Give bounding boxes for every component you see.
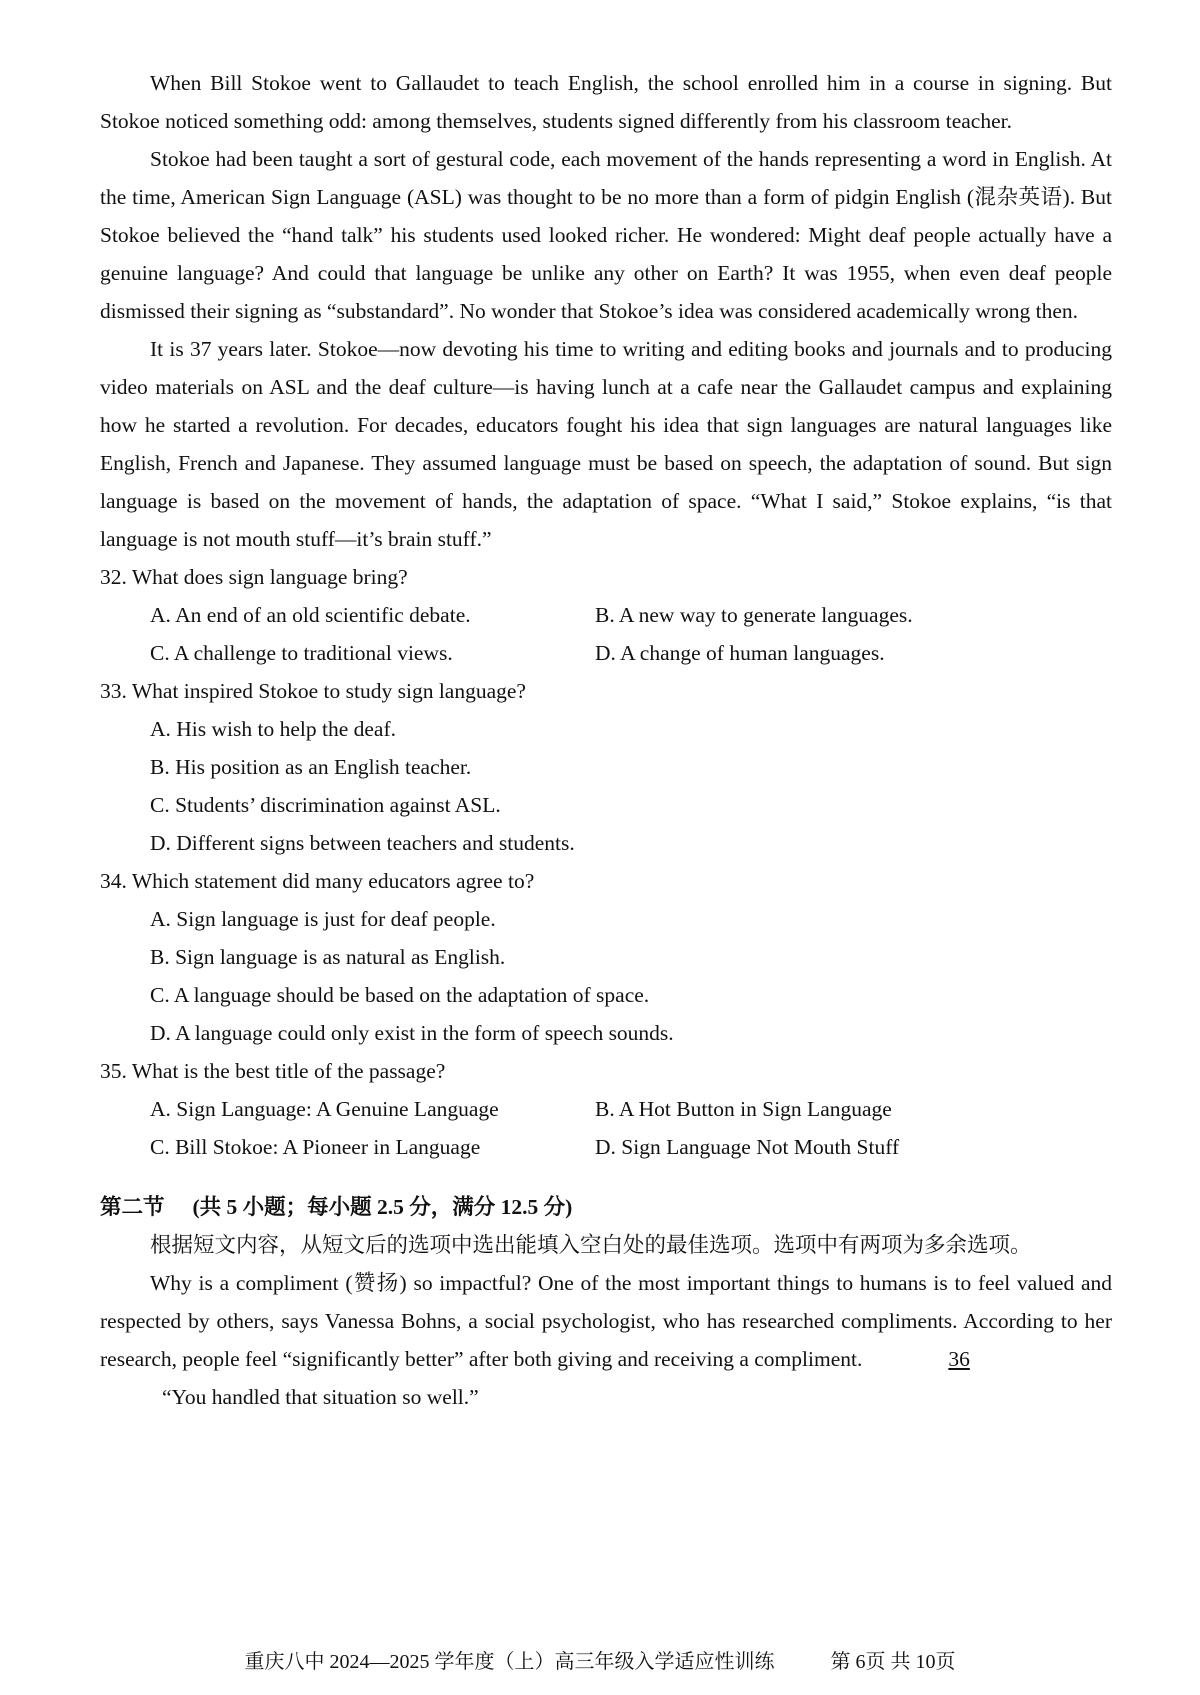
option-d: D. A language could only exist in the form of speech sounds. <box>150 1021 674 1045</box>
option-a: A. Sign language is just for deaf people. <box>150 907 496 931</box>
option-c: C. Bill Stokoe: A Pioneer in Language <box>150 1135 481 1159</box>
passage-paragraph-3: It is 37 years later. Stokoe—now devoting his time to writing and editing books and journals and to producing video materials on ASL and the deaf culture—is having lunch at a cafe near the Gallaudet campus and explaining how he started a revolution. For decades, educators fought his idea that sign languages are natural languages like English, French and Japanese. They assumed language must be based on speech, the adaptation of sound. But sign language is based on the movement of hands, the adaptation of space. “What I said,” Stokoe explains, “is that language is not mouth stuff—it’s brain stuff.” <box>100 337 1112 551</box>
option-a: A. His wish to help the deaf. <box>150 717 397 741</box>
question-34 <box>100 862 1112 1052</box>
option-c: C. A challenge to traditional views. <box>150 641 453 665</box>
option-row <box>100 1128 1112 1166</box>
question-32 <box>100 558 1112 672</box>
option-a: A. An end of an old scientific debate. <box>150 603 471 627</box>
blank-number: 36 <box>948 1347 970 1371</box>
passage2-text: Why is a compliment (赞扬) so impactful? One of the most important things to humans is to feel valued and respected by others, says Vanessa Bohns, a social psychologist, who has researched compliments. According to her research, people feel “significantly better” after both giving and receiving a compliment. <box>100 1271 1112 1371</box>
question-33 <box>100 672 1112 862</box>
answer-blank-36 <box>876 1340 992 1378</box>
page-footer <box>0 1648 1200 1676</box>
option-c: C. Students’ discrimination against ASL. <box>150 793 501 817</box>
exam-page <box>100 64 1112 1416</box>
question-stem: 32. What does sign language bring? <box>100 565 408 589</box>
option-b: B. A new way to generate languages. <box>595 603 913 627</box>
section-scoring-note: (共 5 小题；每小题 2.5 分，满分 12.5 分) <box>192 1195 573 1219</box>
question-stem: 33. What inspired Stokoe to study sign language? <box>100 679 526 703</box>
option-b: B. His position as an English teacher. <box>150 755 472 779</box>
option-d: D. A change of human languages. <box>595 641 885 665</box>
option-row <box>100 634 1112 672</box>
passage2-paragraph-1 <box>100 1264 1112 1378</box>
question-stem: 34. Which statement did many educators agree to? <box>100 869 535 893</box>
quote-line: “You handled that situation so well.” <box>162 1385 479 1409</box>
footer-school: 重庆八中 2024—2025 学年度（上）高三年级入学适应性训练 <box>244 1651 775 1673</box>
option-row <box>100 1090 1112 1128</box>
section-label: 第二节 <box>100 1195 165 1219</box>
passage-paragraph-1: When Bill Stokoe went to Gallaudet to teach English, the school enrolled him in a course in signing. But Stokoe noticed something odd: among themselves, students signed differently from his classroom teacher. <box>100 71 1112 133</box>
option-b: B. A Hot Button in Sign Language <box>595 1097 892 1121</box>
section-instruction: 根据短文内容，从短文后的选项中选出能填入空白处的最佳选项。选项中有两项为多余选项。 <box>150 1233 1032 1257</box>
option-d: D. Sign Language Not Mouth Stuff <box>595 1135 900 1159</box>
question-stem: 35. What is the best title of the passage? <box>100 1059 446 1083</box>
option-d: D. Different signs between teachers and students. <box>150 831 575 855</box>
passage-paragraph-2: Stokoe had been taught a sort of gestural code, each movement of the hands representing a word in English. At the time, American Sign Language (ASL) was thought to be no more than a form of pidgin English (混杂英语). But Stokoe believed the “hand talk” his students used looked richer. He wondered: Might deaf people actually have a genuine language? And could that language be unlike any other on Earth? It was 1955, when even deaf people dismissed their signing as “substandard”. No wonder that Stokoe’s idea was considered academically wrong then. <box>100 147 1112 323</box>
question-35 <box>100 1052 1112 1166</box>
footer-page-number: 第 6页 共 10页 <box>830 1651 956 1673</box>
option-c: C. A language should be based on the adaptation of space. <box>150 983 650 1007</box>
section-heading <box>100 1188 1112 1226</box>
option-a: A. Sign Language: A Genuine Language <box>150 1097 499 1121</box>
option-row <box>100 596 1112 634</box>
option-b: B. Sign language is as natural as English. <box>150 945 506 969</box>
